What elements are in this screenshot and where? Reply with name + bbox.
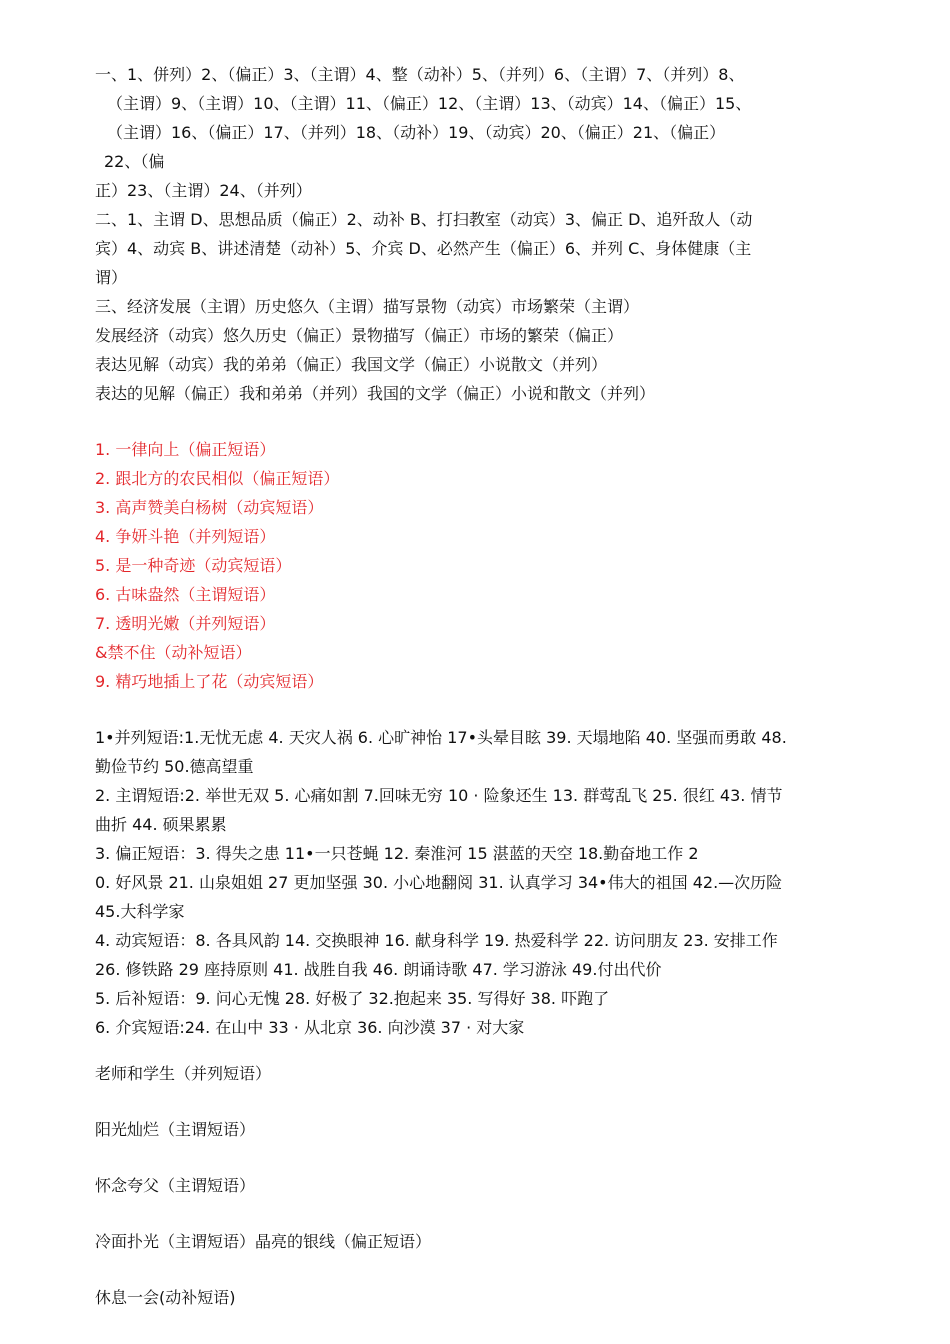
answer-section-3 [95,723,885,1042]
text-line: 宾）4、动宾 B、讲述清楚（动补）5、介宾 D、必然产生（偏正）6、并列 C、身体健康（主 [95,239,752,258]
spacer [95,1200,885,1227]
text-line: 表达见解（动宾）我的弟弟（偏正）我国文学（偏正）小说散文（并列） [95,355,608,374]
text-line: （主谓）9、（主谓）10、（主谓）11、（偏正）12、（主谓）13、（动宾）14、（偏正）15、 [107,94,752,113]
text-line: 1•并列短语:1.无忧无虑 4. 天灾人祸 6. 心旷神怡 17•头晕目眩 39. 天塌地陷 40. 坚强而勇敢 48. [95,728,787,747]
text-line: 45.大科学家 [95,902,185,921]
text-line: 22、（偏 [104,152,165,171]
text-line: 26. 修铁路 29 座持原则 41. 战胜自我 46. 朗诵诗歌 47. 学习游泳 49.付出代价 [95,960,662,979]
red-list-item: 2. 跟北方的农民相似（偏正短语） [95,469,340,488]
text-line: 表达的见解（偏正）我和弟弟（并列）我国的文学（偏正）小说和散文（并列） [95,384,656,403]
red-list-item: 9. 精巧地插上了花（动宾短语） [95,672,324,691]
red-list-item: 6. 古味盎然（主谓短语） [95,585,276,604]
spacer [95,408,885,435]
red-list-item: 4. 争妍斗艳（并列短语） [95,527,276,546]
spacer [95,1256,885,1283]
text-line: 曲折 44. 硕果累累 [95,815,227,834]
text-line: 冷面扑光（主谓短语）晶亮的银线（偏正短语） [95,1232,432,1251]
text-line: 勤俭节约 50.德高望重 [95,757,254,776]
text-line: （主谓）16、（偏正）17、（并列）18、（动补）19、（动宾）20、（偏正）21、（偏正） [107,123,726,142]
text-line: 老师和学生（并列短语） [95,1064,272,1083]
red-list-item: &禁不住（动补短语） [95,643,252,662]
red-list-item: 3. 高声赞美白杨树（动宾短语） [95,498,324,517]
answer-section-1 [95,60,885,408]
red-list-item: 1. 一律向上（偏正短语） [95,440,276,459]
text-line: 正）23、（主谓）24、（并列） [95,181,312,200]
text-line: 5. 后补短语：9. 问心无愧 28. 好极了 32.抱起来 35. 写得好 38. 吓跑了 [95,989,610,1008]
text-line: 2. 主谓短语:2. 举世无双 5. 心痛如割 7.回味无穷 10 · 险象还生 13. 群莺乱飞 25. 很红 43. 情节 [95,786,783,805]
text-line: 0. 好风景 21. 山泉姐姐 27 更加坚强 30. 小心地翻阅 31. 认真学习 34•伟大的祖国 42.—次历险 [95,873,783,892]
text-line: 休息一会(动补短语) [95,1288,236,1307]
text-line: 怀念夸父（主谓短语） [95,1176,256,1195]
spacer [95,1144,885,1171]
spacer [95,1088,885,1115]
text-line: 阳光灿烂（主谓短语） [95,1120,256,1139]
text-line: 三、经济发展（主谓）历史悠久（主谓）描写景物（动宾）市场繁荣（主谓） [95,297,640,316]
red-list-item: 7. 透明光嫩（并列短语） [95,614,276,633]
text-line: 发展经济（动宾）悠久历史（偏正）景物描写（偏正）市场的繁荣（偏正） [95,326,624,345]
spacer [95,1042,885,1059]
text-line: 4. 动宾短语：8. 各具风韵 14. 交换眼神 16. 献身科学 19. 热爱科学 22. 访问朋友 23. 安排工作 [95,931,778,950]
text-line: 谓） [95,268,128,287]
answer-section-2 [95,435,885,696]
red-list-item: 5. 是一种奇迹（动宾短语） [95,556,292,575]
text-line: 3. 偏正短语：3. 得失之患 11•一只苍蝇 12. 秦淮河 15 湛蓝的天空 18.勤奋地工作 2 [95,844,699,863]
document-page [95,60,885,1312]
text-line: 二、1、主谓 D、思想品质（偏正）2、动补 B、打扫教室（动宾）3、偏正 D、追歼敌人（动 [95,210,753,229]
answer-section-4 [95,1059,885,1312]
text-line: 6. 介宾短语:24. 在山中 33 · 从北京 36. 向沙漠 37 · 对大家 [95,1018,525,1037]
text-line: 一、1、併列）2、（偏正）3、（主谓）4、整（动补）5、（并列）6、（主谓）7、（并列）8、 [95,65,745,84]
spacer [95,696,885,723]
